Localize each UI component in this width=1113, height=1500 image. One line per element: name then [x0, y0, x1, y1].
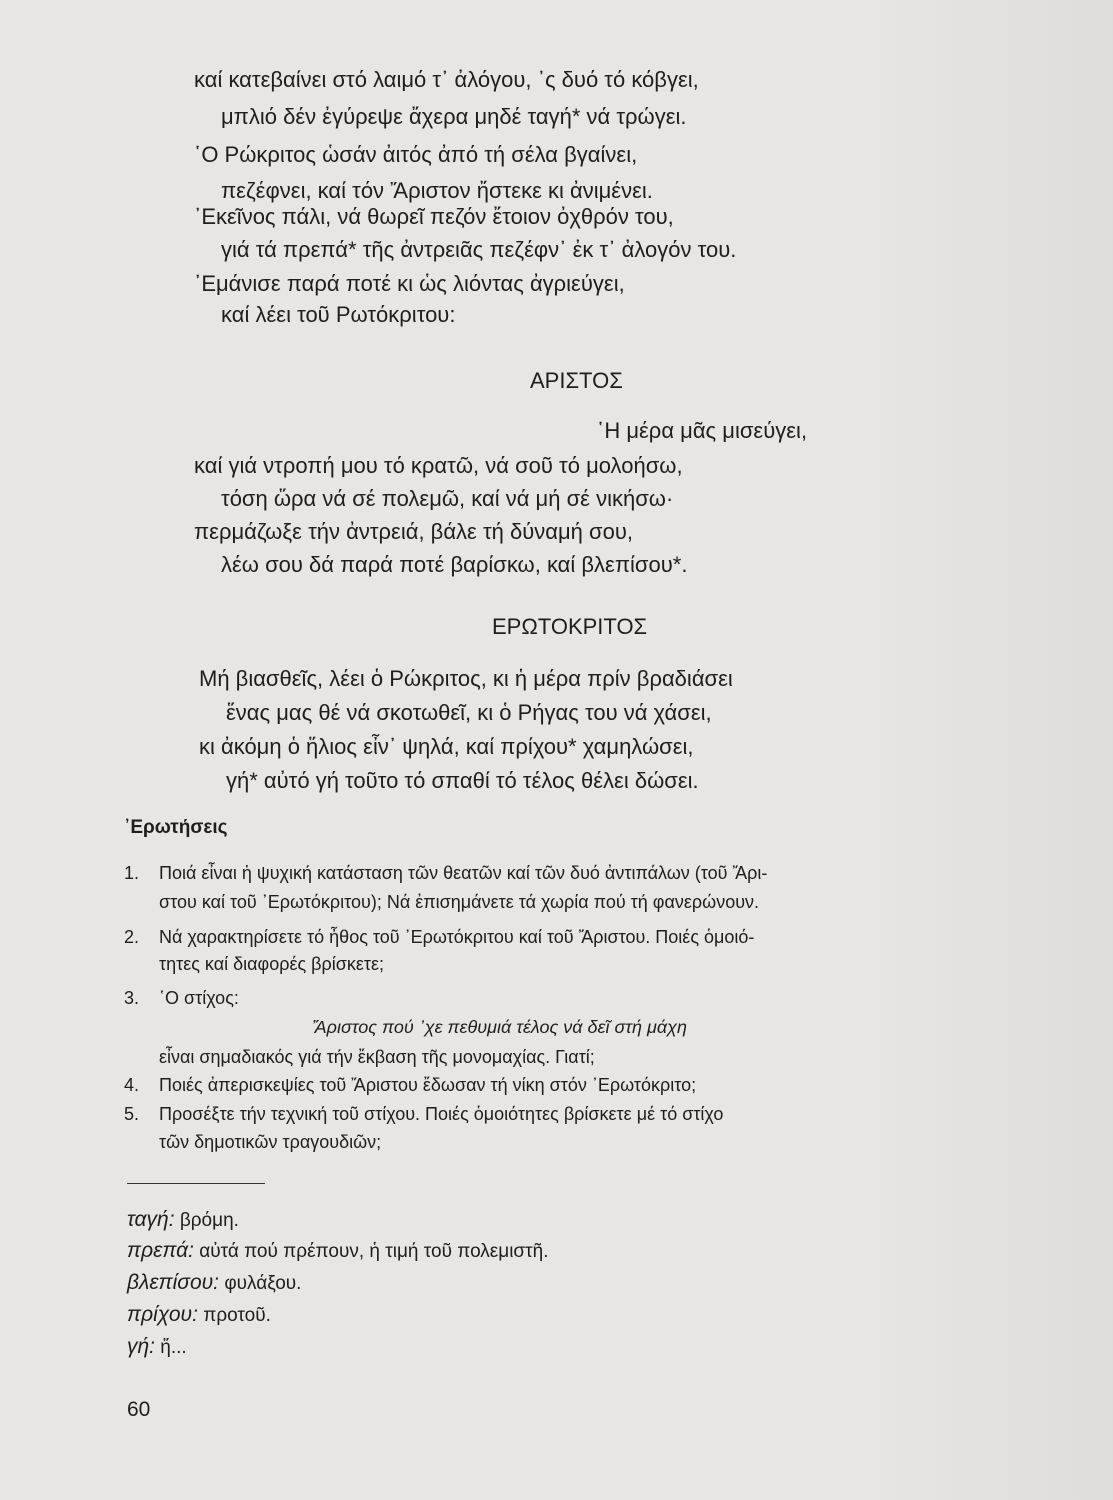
verse-line: καί λέει τοῦ Ρωτόκριτου: [221, 302, 456, 327]
verse-line: καί κατεβαίνει στό λαιμό τ᾽ ἀλόγου, ᾽ς δυό τό κόβγει, [194, 67, 699, 92]
verse-line: γή* αὐτό γή τοῦτο τό σπαθί τό τέλος θέλει δώσει. [226, 768, 699, 793]
verse-line: ῾Ο Ρώκριτος ὡσάν ἀιτός ἀπό τή σέλα βγαίνει, [194, 142, 638, 167]
verse-line: ῾Η μέρα μᾶς μισεύγει, [597, 418, 808, 443]
question-line: Ποιά εἶναι ἡ ψυχική κατάσταση τῶν θεατῶν καί τῶν δυό ἀντιπάλων (τοῦ Ἄρι- [159, 863, 768, 883]
gloss-term: γή: [127, 1335, 155, 1358]
page-number: 60 [127, 1398, 151, 1421]
verse-line: Μή βιασθεῖς, λέει ὁ Ρώκριτος, κι ἡ μέρα πρίν βραδιάσει [199, 666, 733, 691]
facing-page-bleed-through [853, 0, 1113, 1500]
verse-line: ᾽Εμάνισε παρά ποτέ κι ὡς λιόντας ἀγριεύγει, [194, 271, 625, 296]
question-number: 2. [124, 927, 140, 947]
question-number: 1. [124, 863, 140, 883]
gloss-entry [127, 1300, 271, 1331]
questions-title: ᾽Ερωτήσεις [124, 817, 228, 838]
gloss-entry [127, 1268, 301, 1299]
speaker-heading-erotokritos: ΕΡΩΤΟΚΡΙΤΟΣ [492, 614, 648, 639]
question-line: Προσέξτε τήν τεχνική τοῦ στίχου. Ποιές ὁμοιότητες βρίσκετε μέ τό στίχο [159, 1104, 724, 1124]
question-line: τητες καί διαφορές βρίσκετε; [159, 954, 385, 974]
gloss-entry [127, 1236, 549, 1267]
verse-line: περμάζωξε τήν ἀντρειά, βάλε τή δύναμή σου, [194, 519, 633, 544]
question-number: 5. [124, 1104, 140, 1124]
gloss-definition: φυλάξου. [224, 1273, 302, 1294]
verse-line: κι ἀκόμη ὁ ἥλιος εἶν᾽ ψηλά, καί πρίχου* χαμηλώσει, [199, 734, 694, 759]
verse-line: καί γιά ντροπή μου τό κρατῶ, νά σοῦ τό μολοήσω, [194, 453, 683, 478]
gloss-term: βλεπίσου: [127, 1271, 220, 1294]
speaker-heading-aristos: ΑΡΙΣΤΟΣ [530, 368, 623, 393]
gloss-definition: προτοῦ. [203, 1305, 271, 1326]
quoted-verse: Ἄριστος πού ᾽χε πεθυμιά τέλος νά δεῖ στή μάχη [312, 1017, 687, 1037]
question-number: 4. [124, 1075, 140, 1095]
question-line: εἶναι σημαδιακός γιά τήν ἔκβαση τῆς μονομαχίας. Γιατί; [159, 1047, 595, 1067]
verse-line: ᾽Εκεῖνος πάλι, νά θωρεῖ πεζόν ἔτοιον ὀχθρόν του, [194, 204, 674, 229]
gloss-definition: ἤ... [160, 1337, 187, 1358]
question-line: ῾Ο στίχος: [159, 988, 239, 1008]
verse-line: πεζέφνει, καί τόν Ἄριστον ἤστεκε κι ἀνιμένει. [221, 178, 653, 203]
gloss-term: πρίχου: [127, 1303, 198, 1326]
gloss-definition: αὐτά πού πρέπουν, ἡ τιμή τοῦ πολεμιστῆ. [199, 1241, 549, 1262]
gloss-term: ταγή: [127, 1208, 175, 1231]
question-number: 3. [124, 988, 140, 1008]
gloss-entry [127, 1205, 239, 1236]
footnote-divider [127, 1183, 265, 1184]
gloss-definition: βρόμη. [179, 1210, 239, 1231]
verse-line: ἕνας μας θέ νά σκοτωθεῖ, κι ὁ Ρήγας του νά χάσει, [226, 700, 712, 725]
gloss-term: πρεπά: [127, 1239, 194, 1262]
question-line: στου καί τοῦ ᾽Ερωτόκριτου); Νά ἐπισημάνετε τά χωρία πού τή φανερώνουν. [159, 892, 760, 912]
verse-line: γιά τά πρεπά* τῆς ἀντρειᾶς πεζέφν᾽ ἐκ τ᾽ ἀλογόν του. [221, 237, 737, 262]
verse-line: λέω σου δά παρά ποτέ βαρίσκω, καί βλεπίσου*. [221, 552, 688, 577]
question-line: τῶν δημοτικῶν τραγουδιῶν; [159, 1132, 382, 1152]
question-line: Νά χαρακτηρίσετε τό ἦθος τοῦ ᾽Ερωτόκριτου καί τοῦ Ἄριστου. Ποιές ὁμοιό- [159, 927, 755, 947]
verse-line: τόση ὥρα νά σέ πολεμῶ, καί νά μή σέ νικήσω· [221, 486, 674, 511]
verse-line: μπλιό δέν ἐγύρεψε ἄχερα μηδέ ταγή* νά τρώγει. [221, 104, 687, 129]
question-line: Ποιές ἀπερισκεψίες τοῦ Ἄριστου ἔδωσαν τή νίκη στόν ᾽Ερωτόκριτο; [159, 1075, 697, 1095]
gloss-entry [127, 1332, 187, 1363]
